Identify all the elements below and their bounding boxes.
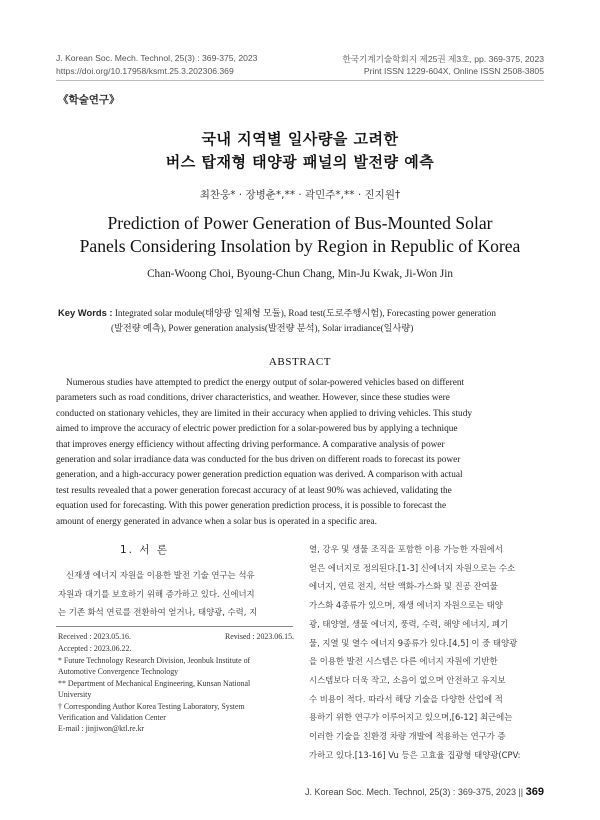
authors-en: Chan-Woong Choi, Byoung-Chun Chang, Min-Ju Kwak, Ji-Won Jin — [147, 268, 453, 280]
abstract-line: amount of energy generated in advance when a solar bus is operated in a specific area. — [56, 516, 377, 527]
body-line: 얻은 에너지로 정의된다.[1-3] 신에너지 자원으로는 수소 — [309, 562, 516, 573]
section-heading-introduction: 1. 서 론 — [120, 544, 169, 556]
keywords-line-2: (발전량 예측), Power generation analysis(발전량 분석), Solar irradiance(일사량) — [111, 322, 414, 333]
body-line: 시스템보다 더욱 작고, 소음이 없으며 안전하고 유지보 — [309, 674, 506, 685]
received-label: Received : 2023.05.16. — [58, 632, 131, 641]
corresponding-email[interactable]: E-mail : jinjiwon@ktl.re.kr — [58, 724, 145, 733]
body-line: 광, 태양열, 생물 에너지, 풍력, 수력, 해양 에너지, 폐기 — [309, 618, 509, 629]
title-en-line-1: Prediction of Power Generation of Bus-Mounted Solar — [107, 213, 493, 233]
page-number: 369 — [525, 786, 544, 798]
keywords — [58, 306, 558, 335]
body-line: 신재생 에너지 자원을 이용한 발전 기술 연구는 석유 — [66, 570, 255, 580]
abstract-line: that improves energy efficiency without affecting driving performance. A comparative analysis of power — [56, 439, 445, 450]
body-line: 용하기 위한 연구가 이루어지고 있으며,[6-12] 최근에는 — [309, 712, 513, 723]
abstract-line: equation used for forecasting. With this power generation prediction process, it is possible to forecast the — [56, 501, 447, 512]
abstract-heading: ABSTRACT — [268, 356, 332, 368]
footnote-affiliation-1: * Future Technology Research Division, Jeonbuk Institute of — [58, 656, 251, 665]
body-line: 에너지, 연료 전지, 석탄 액화-가스화 및 진공 잔여물 — [309, 581, 498, 592]
footnote-affiliation-2: ** Department of Mechanical Engineering, Kunsan National — [58, 679, 251, 688]
footnote-affiliation-1b: Automotive Convergence Technology — [58, 667, 179, 676]
authors-ko: 최찬웅* · 장병춘*,** · 곽민주*,** · 진지원† — [199, 189, 401, 201]
page-footer — [305, 786, 544, 798]
article-type: 《학술연구》 — [58, 94, 120, 106]
body-line: 열, 강우 및 생물 조직을 포함한 이용 가능한 자원에서 — [309, 544, 503, 554]
abstract-line: Numerous studies have attempted to predict the energy output of solar-powered vehicles based on different — [66, 378, 465, 388]
abstract-line: aimed to improve the accuracy of electric power prediction for a solar-powered bus by applying a technique — [56, 424, 458, 435]
abstract-line: conducted on stationary vehicles, they are limited in their accuracy when applied to driving vehicles. This study — [56, 408, 472, 419]
body-line: 는 기존 화석 연료를 전환하여 얻거나, 태양광, 수력, 지 — [58, 607, 258, 618]
issn: Print ISSN 1229-604X, Online ISSN 2508-3805 — [363, 66, 544, 76]
title-ko-line-1: 국내 지역별 일사량을 고려한 — [201, 130, 399, 148]
journal-citation-ko: 한국기계기술학회지 제25권 제3호, pp. 369-375, 2023 — [342, 54, 544, 64]
footnote-rule — [56, 626, 293, 627]
keywords-label: Key Words : — [58, 307, 113, 318]
footnote-corresponding-b: Verification and Validation Center — [58, 713, 166, 722]
doi-link[interactable]: https://doi.org/10.17958/ksmt.25.3.202306.369 — [56, 66, 234, 76]
footnote-corresponding: † Corresponding Author Korea Testing Laboratory, System — [58, 702, 245, 711]
footnote-affiliation-2b: University — [58, 690, 92, 699]
received-date — [58, 631, 294, 642]
abstract-line: generation, and a high-accuracy power generation prediction equation was derived. A comparison with actual — [56, 470, 463, 481]
title-en-line-2: Panels Considering Insolation by Region in Republic of Korea — [79, 236, 521, 256]
abstract-line: test results revealed that a power generation forecast accuracy of at least 90% was achieved, validating the — [56, 485, 452, 496]
body-line: 수 비용이 적다. 따라서 해당 기술을 다양한 산업에 적 — [309, 693, 503, 704]
revised-date: Revised : 2023.06.15. — [224, 632, 294, 641]
body-line: 이러한 기술을 친환경 차량 개발에 적용하는 연구가 증 — [309, 731, 506, 741]
footer-citation: J. Korean Soc. Mech. Technol, 25(3) : 369-375, 2023 || — [304, 787, 524, 797]
journal-citation: J. Korean Soc. Mech. Technol, 25(3) : 369-375, 2023 — [56, 53, 258, 63]
body-line: 가하고 있다.[13-16] Vu 등은 고효율 집광형 태양광(CPV: — [309, 749, 521, 760]
title-ko-line-2: 버스 탑재형 태양광 패널의 발전량 예측 — [165, 153, 435, 171]
body-line: 가스화 4종류가 있으며, 재생 에너지 자원으로는 태양 — [309, 600, 503, 611]
body-line: 자원과 대기를 보호하기 위해 증가하고 있다. 신에너지 — [58, 588, 255, 599]
accepted-date: Accepted : 2023.06.22. — [58, 644, 132, 653]
header-rule — [56, 80, 544, 81]
abstract-line: generation and solar irradiance data was conducted for the bus driven on different roads to forecast its power — [56, 455, 461, 465]
keywords-line-1: Integrated solar module(태양광 일체형 모듈), Road test(도로주행시험), Forecasting power generation — [114, 308, 496, 318]
body-line: 을 이용한 발전 시스템은 다른 에너지 자원에 기반한 — [309, 656, 498, 667]
abstract-line: parameters such as road conditions, driver characteristics, and weather. However, since these studies were — [56, 393, 450, 404]
body-line: 물, 지열 및 열수 에너지 9종류가 있다.[4,5] 이 중 태양광 — [309, 637, 518, 648]
